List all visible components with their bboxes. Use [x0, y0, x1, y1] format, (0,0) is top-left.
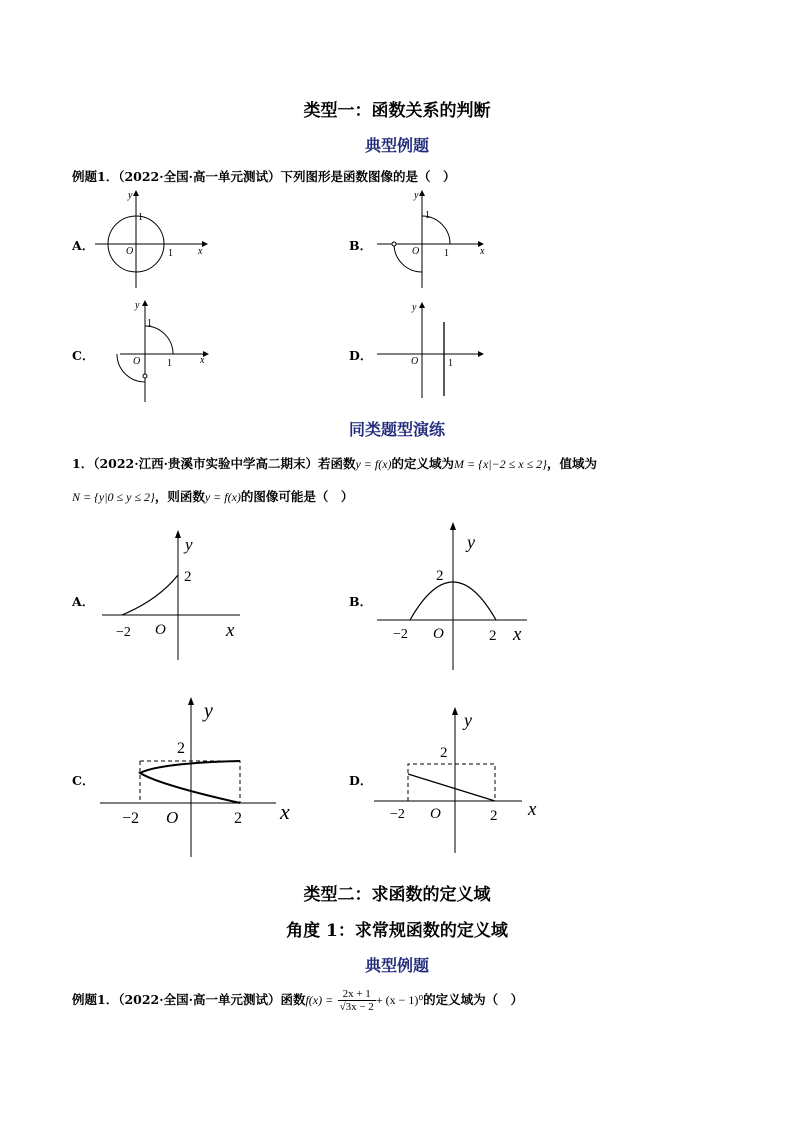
y-axis-label: y	[464, 710, 472, 730]
example1-option-d: D．	[349, 348, 373, 363]
x-axis-label: x	[280, 799, 290, 824]
practice1-graph-b	[375, 522, 540, 672]
tick-label: 1	[425, 210, 430, 221]
origin-label: O	[411, 356, 419, 367]
origin-label: O	[166, 808, 179, 827]
y-axis-label: y	[135, 300, 140, 311]
tick-label: 2	[440, 745, 448, 761]
example2-question: 例题1．（2022·全国·高一单元测试）函数f(x) = $\frac{2x + 1}{√3x - 2}$ + (x − 1)⁰的定义域为（ ）	[72, 988, 524, 1013]
origin-label: O	[133, 356, 141, 367]
y-axis-label: y	[412, 302, 417, 313]
practice-heading: 同类题型演练	[348, 420, 445, 439]
tick-label: 1	[167, 358, 172, 369]
example1-graph-a	[90, 190, 220, 290]
x-axis-label: x	[198, 246, 203, 257]
origin-label: O	[412, 246, 420, 257]
x-axis-label: x	[480, 246, 485, 257]
origin-label: O	[433, 626, 444, 642]
angle1-title: 角度 1：求常规函数的定义域	[286, 921, 508, 941]
origin-label: O	[155, 622, 166, 638]
tick-label: 2	[489, 628, 497, 644]
example1-graph-b	[372, 190, 502, 290]
practice1-question-line1: 1．（2022·江西·贵溪市实验中学高二期末）若函数y = f(x)的定义域为M = {x|−2 ≤ x ≤ 2}，值域为	[72, 456, 597, 471]
tick-label: −2	[390, 807, 405, 822]
example1-question: 例题1．（2022·全国·高一单元测试）下列图形是函数图像的是（ ）	[72, 169, 456, 184]
tick-label: 2	[184, 569, 192, 585]
example1-option-a: A．	[72, 238, 95, 253]
tick-label: 1	[448, 358, 453, 369]
tick-label: 1	[138, 212, 143, 223]
x-axis-label: x	[528, 799, 537, 820]
practice1-question-line2: N = {y|0 ≤ y ≤ 2}，则函数y = f(x)的图像可能是（ ）	[72, 489, 354, 504]
x-axis-label: x	[200, 355, 205, 366]
type1-title: 类型一：函数关系的判断	[303, 101, 491, 121]
example1-option-c: C．	[72, 348, 95, 363]
fraction: $\frac{2x + 1}{√3x - 2}$	[339, 988, 374, 1013]
tick-label: 1	[444, 248, 449, 259]
tick-label: 2	[436, 568, 444, 584]
practice1-graph-c	[100, 695, 300, 860]
practice1-option-b: B．	[349, 594, 373, 609]
practice1-graph-a	[100, 530, 260, 665]
typical-examples-heading-1: 典型例题	[364, 136, 429, 155]
tick-label: 2	[177, 740, 185, 757]
practice1-option-a: A．	[72, 594, 95, 609]
practice1-graph-d	[372, 705, 552, 855]
typical-examples-heading-2: 典型例题	[364, 956, 429, 975]
y-axis-label: y	[414, 190, 419, 201]
y-axis-label: y	[128, 190, 133, 201]
practice1-option-c: C．	[72, 773, 95, 788]
tick-label: −2	[116, 625, 131, 640]
origin-label: O	[430, 806, 441, 822]
tick-label: −2	[393, 627, 408, 642]
tick-label: 1	[147, 318, 152, 329]
x-axis-label: x	[513, 624, 522, 645]
y-axis-label: y	[204, 700, 213, 722]
type2-title: 类型二：求函数的定义域	[303, 885, 491, 905]
practice1-option-d: D．	[349, 773, 373, 788]
example1-option-b: B．	[349, 238, 373, 253]
tick-label: −2	[122, 810, 140, 827]
tick-label: 2	[234, 810, 242, 827]
x-axis-label: x	[226, 620, 235, 641]
example1-graph-c	[95, 298, 225, 406]
tick-label: 1	[168, 248, 173, 259]
y-axis-label: y	[467, 532, 475, 552]
example1-graph-d	[372, 300, 502, 400]
origin-label: O	[126, 246, 134, 257]
tick-label: 2	[490, 808, 498, 824]
y-axis-label: y	[185, 535, 193, 554]
